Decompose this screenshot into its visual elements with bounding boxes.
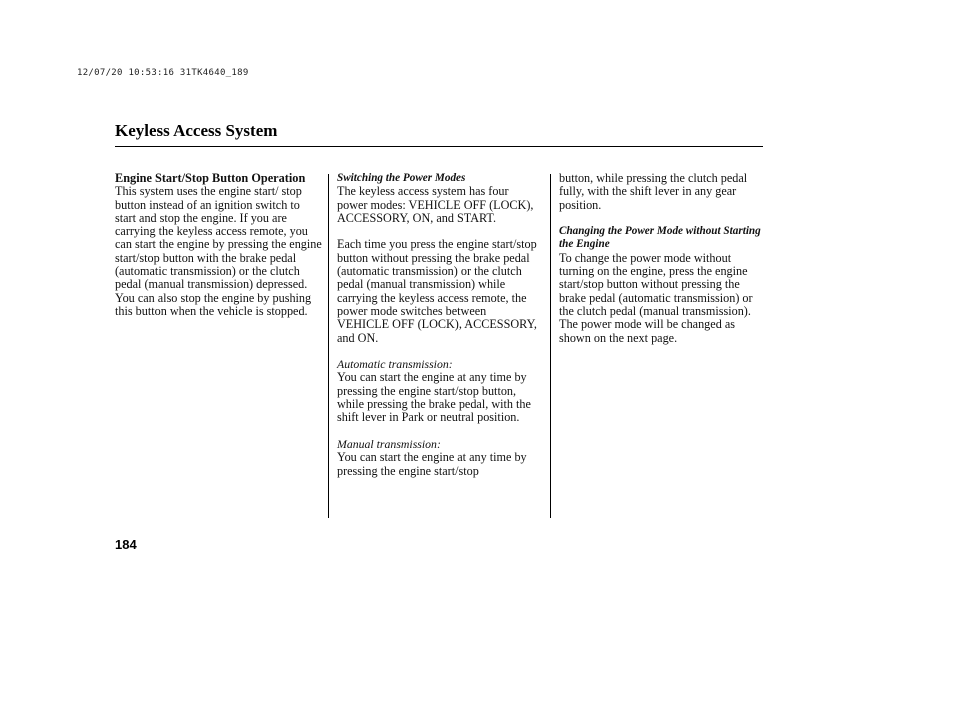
section-heading-engine-start-stop: Engine Start/Stop Button Operation — [115, 171, 306, 185]
manual-transmission-text: You can start the engine at any time by pressing the engine start/stop — [337, 450, 527, 478]
title-divider — [115, 146, 763, 147]
section-body-engine-start-stop: This system uses the engine start/ stop button instead of an ignition switch to start and stop the engine. If you are carrying the keyless access remote, you can start the engine by pressing the engine start/stop button with the brake pedal (automatic transmission) or the clutch pedal (manual transmission) depressed. You can also stop the engine by pushing this button when the vehicle is stopped. — [115, 184, 322, 318]
automatic-transmission-label: Automatic transmission: — [337, 357, 453, 372]
column-1 — [115, 172, 323, 318]
page-title: Keyless Access System — [115, 121, 278, 140]
manual-transmission-label: Manual transmission: — [337, 436, 441, 451]
power-modes-paragraph: The keyless access system has four power modes: VEHICLE OFF (LOCK), ACCESSORY, ON, and START. — [337, 184, 534, 225]
automatic-transmission-text: You can start the engine at any time by pressing the engine start/stop button, while pressing the brake pedal, with the shift lever in Park or neutral position. — [337, 370, 531, 425]
column-3 — [559, 172, 764, 345]
page-number: 184 — [115, 537, 137, 552]
column-divider-1 — [328, 174, 329, 518]
manual-transmission-continuation: button, while pressing the clutch pedal fully, with the shift lever in any gear position. — [559, 171, 748, 212]
print-stamp: 12/07/20 10:53:16 31TK4640_189 — [77, 68, 249, 78]
column-2 — [337, 172, 540, 478]
section-heading-switching-power-modes: Switching the Power Modes — [337, 172, 466, 184]
section-heading-changing-power-mode: Changing the Power Mode without Starting the Engine — [559, 225, 761, 251]
section-body-changing-power-mode: To change the power mode without turning on the engine, press the engine start/stop button without pressing the brake pedal (automatic transmission) or the clutch pedal (manual transmission). The power mode will be changed as shown on the next page. — [559, 250, 753, 345]
mode-switching-paragraph: Each time you press the engine start/stop button without pressing the brake pedal (automatic transmission) or the clutch pedal (manual transmission) while carrying the keyless access remote, the power mode switches between VEHICLE OFF (LOCK), ACCESSORY, and ON. — [337, 237, 537, 345]
column-divider-2 — [550, 174, 551, 518]
